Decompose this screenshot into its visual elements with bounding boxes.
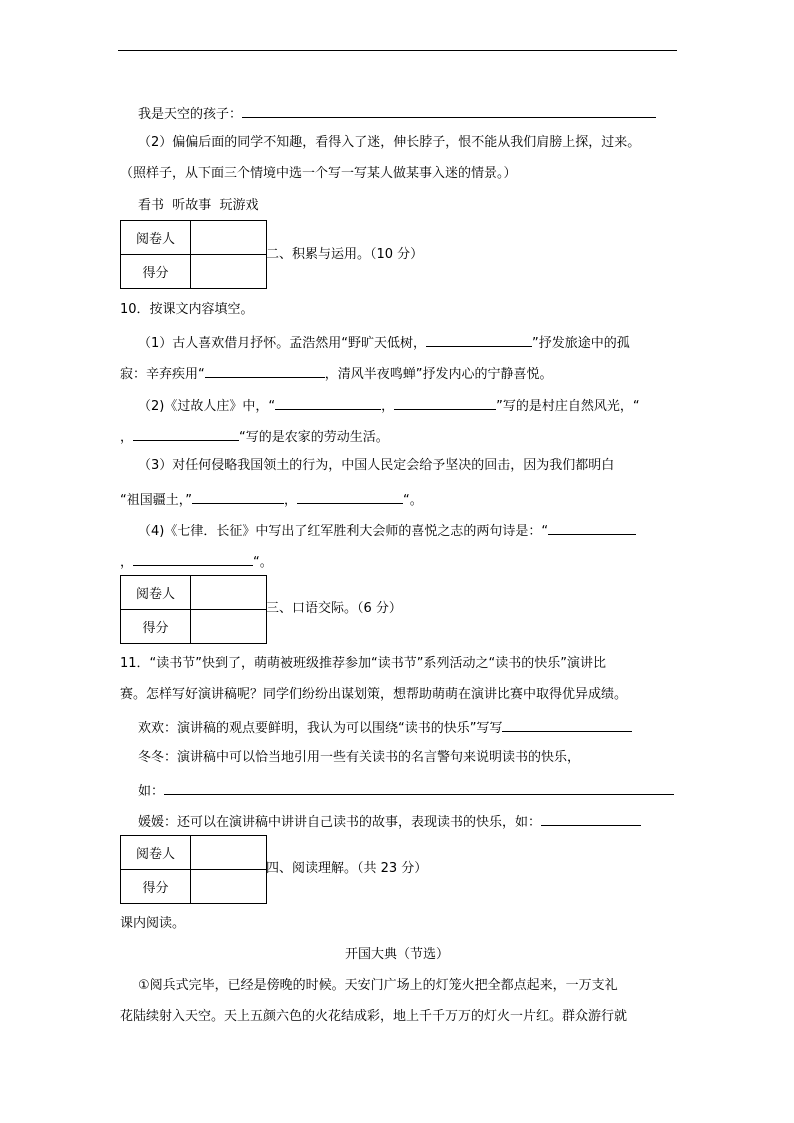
- q11-blank-ru[interactable]: [164, 781, 674, 795]
- reviewer-cell[interactable]: [191, 836, 267, 870]
- reading-para1-line2: 花陆续射入天空。天上五颜六色的火花结成彩，地上千千万万的灯火一片红。群众游行就: [120, 1009, 628, 1024]
- q10-s4-text-a: （4)《七律．长征》中写出了红军胜利大会师的喜悦之志的两句诗是：“: [138, 524, 549, 539]
- q11-yuanyuan-text: 媛媛：还可以在演讲稿中讲讲自己读书的故事，表现读书的快乐，如：: [138, 815, 542, 830]
- reviewer-label: 阅卷人: [121, 836, 191, 870]
- reading-intro: 课内阅读。: [120, 916, 186, 931]
- q10-blank-4[interactable]: [394, 396, 496, 410]
- q10-blank-8[interactable]: [548, 521, 636, 535]
- sky-child-label: 我是天空的孩子：: [138, 107, 243, 122]
- q10-s3-sep: ，: [283, 493, 297, 508]
- q10-s4-line2: [120, 552, 273, 571]
- score-cell[interactable]: [191, 870, 267, 904]
- q10-blank-5[interactable]: [133, 427, 239, 441]
- sky-child-blank[interactable]: [242, 104, 656, 118]
- q10-s2-text-b: ”写的是村庄自然风光，“: [496, 399, 640, 414]
- q10-s1-text-c: 寂：辛弃疾用“: [120, 367, 205, 382]
- q10-s3-line2: [120, 490, 423, 509]
- score-table-3: [120, 835, 267, 904]
- q11-line1: 11．“读书节”快到了，萌萌被班级推荐参加“读书节”系列活动之“读书的快乐”演讲比: [120, 656, 606, 671]
- section4-title: 四、阅读理解。（共 23 分）: [266, 861, 428, 876]
- score-table-1: [120, 220, 267, 289]
- q11-huanhuan: [138, 718, 632, 737]
- header-rule: [118, 50, 677, 51]
- score-table-2: [120, 575, 267, 644]
- q10-s2-sep: ，: [381, 399, 395, 414]
- score-cell[interactable]: [191, 255, 267, 289]
- score-label: 得分: [121, 610, 191, 644]
- q10-s1-line2: [120, 364, 553, 383]
- q11-ru-label: 如：: [138, 784, 165, 799]
- q10-s4-text-b: ，: [120, 555, 134, 570]
- q10-s2-text-c: ，: [120, 430, 134, 445]
- q11-yuanyuan: [138, 812, 641, 831]
- q10-s2-line1: [138, 396, 640, 415]
- reviewer-cell[interactable]: [191, 576, 267, 610]
- q2-line2: （照样子，从下面三个情境中选一个写一写某人做某事入迷的情景。）: [120, 166, 517, 181]
- q10-s2-text-d: “写的是农家的劳动生活。: [239, 430, 389, 445]
- q10-s1-text-a: （1）古人喜欢借月抒怀。孟浩然用“野旷天低树，: [138, 336, 427, 351]
- q11-blank-huanhuan[interactable]: [502, 718, 632, 732]
- reviewer-label: 阅卷人: [121, 576, 191, 610]
- q10-s1-text-b: ”抒发旅途中的孤: [532, 336, 630, 351]
- q10-s4-line1: [138, 521, 636, 540]
- reading-para1-line1: ①阅兵式完毕，已经是傍晚的时候。天安门广场上的灯笼火把全都点起来，一万支礼: [138, 978, 618, 993]
- q2-options: 看书 听故事 玩游戏: [138, 198, 259, 213]
- q10-blank-2[interactable]: [205, 364, 325, 378]
- q10-blank-3[interactable]: [275, 396, 381, 410]
- reviewer-label: 阅卷人: [121, 221, 191, 255]
- q11-blank-yuanyuan[interactable]: [541, 812, 641, 826]
- q10-s2-text-a: （2)《过故人庄》中，“: [138, 399, 276, 414]
- q11-huanhuan-text: 欢欢：演讲稿的观点要鲜明，我认为可以围绕“读书的快乐”写写: [138, 721, 503, 736]
- q10-blank-1[interactable]: [426, 333, 532, 347]
- q11-dongdong: 冬冬：演讲稿中可以恰当地引用一些有关读书的名言警句来说明读书的快乐，: [138, 750, 581, 765]
- q10-s3-line1: （3）对任何侵略我国领土的行为，中国人民定会给予坚决的回击，因为我们都明白: [138, 458, 615, 473]
- q10-s4-text-c: “。: [253, 555, 273, 570]
- q2-line1: （2）偏偏后面的同学不知趣，看得入了迷，伸长脖子，恨不能从我们肩膀上探，过来。: [138, 135, 641, 150]
- score-cell[interactable]: [191, 610, 267, 644]
- q11-ru-line: [138, 781, 674, 800]
- score-label: 得分: [121, 870, 191, 904]
- q10-s1-line1: [138, 333, 630, 352]
- q10-title: 10．按课文内容填空。: [120, 302, 254, 317]
- score-label: 得分: [121, 255, 191, 289]
- q10-s3-text-c: “。: [403, 493, 423, 508]
- section3-title: 三、口语交际。（6 分）: [266, 601, 402, 616]
- section2-title: 二、积累与运用。（10 分）: [266, 247, 424, 262]
- q10-blank-7[interactable]: [297, 490, 403, 504]
- q10-s3-text-b: “祖国疆土，”: [120, 493, 192, 508]
- reviewer-cell[interactable]: [191, 221, 267, 255]
- q10-blank-6[interactable]: [192, 490, 284, 504]
- q10-s2-line2: [120, 427, 389, 446]
- q11-line2: 赛。怎样写好演讲稿呢？同学们纷纷出谋划策，想帮助萌萌在演讲比赛中取得优异成绩。: [120, 687, 628, 702]
- q10-s1-text-d: ，清风半夜鸣蝉”抒发内心的宁静喜悦。: [324, 367, 553, 382]
- sky-child-line: [138, 104, 656, 123]
- reading-title: 开国大典（节选）: [344, 947, 449, 962]
- q10-blank-9[interactable]: [133, 552, 253, 566]
